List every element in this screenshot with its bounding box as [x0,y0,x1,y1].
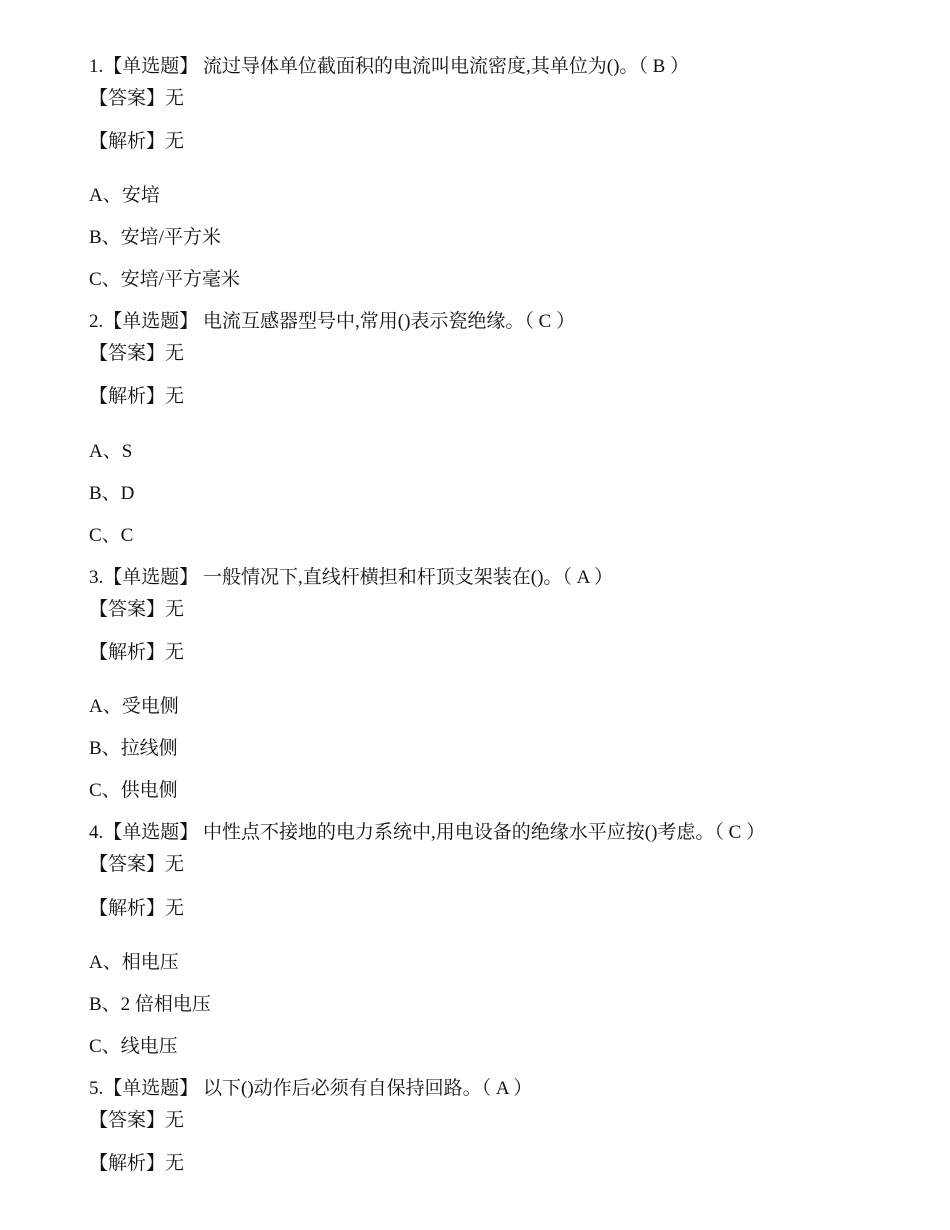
option-b: B、2 倍相电压 [89,994,211,1015]
question-2-title [89,310,575,334]
option-c: C、供电侧 [89,780,178,801]
analysis-line: 【解析】无 [89,642,185,663]
option-b: B、安培/平方米 [89,227,221,248]
option-c: C、安培/平方毫米 [89,269,240,290]
question-type-tag: 【单选题】 [103,1078,199,1099]
option-a: A、相电压 [89,952,179,973]
option-b: B、拉线侧 [89,738,178,759]
question-stem: 电流互感器型号中,常用()表示瓷绝缘。 [203,311,525,332]
question-answer-choice: （ C ） [714,822,766,843]
question-answer-choice: （ A ） [562,567,614,588]
question-type-tag: 【单选题】 [103,822,199,843]
analysis-line: 【解析】无 [89,131,185,152]
question-3-title [89,566,613,590]
answer-line: 【答案】无 [89,343,185,364]
question-answer-choice: （ B ） [638,56,690,77]
question-number: 3. [89,567,104,588]
question-5-title [89,1077,532,1101]
analysis-line: 【解析】无 [89,386,185,407]
option-c: C、C [89,525,134,546]
question-number: 1. [89,56,104,77]
question-type-tag: 【单选题】 [103,311,199,332]
analysis-line: 【解析】无 [89,1153,185,1174]
option-a: A、S [89,441,133,462]
option-a: A、安培 [89,185,160,206]
answer-line: 【答案】无 [89,1110,185,1131]
answer-line: 【答案】无 [89,88,185,109]
question-type-tag: 【单选题】 [103,567,199,588]
question-number: 5. [89,1078,104,1099]
question-type-tag: 【单选题】 [103,56,199,77]
answer-line: 【答案】无 [89,599,185,620]
question-answer-choice: （ C ） [524,311,576,332]
question-1-title [89,55,689,79]
question-stem: 一般情况下,直线杆横担和杆顶支架装在()。 [203,567,563,588]
question-number: 2. [89,311,104,332]
question-stem: 以下()动作后必须有自保持回路。 [203,1078,482,1099]
question-number: 4. [89,822,104,843]
question-answer-choice: （ A ） [481,1078,533,1099]
option-a: A、受电侧 [89,696,179,717]
question-4-title [89,821,765,845]
question-stem: 流过导体单位截面积的电流叫电流密度,其单位为()。 [203,56,639,77]
analysis-line: 【解析】无 [89,898,185,919]
answer-line: 【答案】无 [89,854,185,875]
option-b: B、D [89,483,135,504]
option-c: C、线电压 [89,1036,178,1057]
question-stem: 中性点不接地的电力系统中,用电设备的绝缘水平应按()考虑。 [203,822,715,843]
